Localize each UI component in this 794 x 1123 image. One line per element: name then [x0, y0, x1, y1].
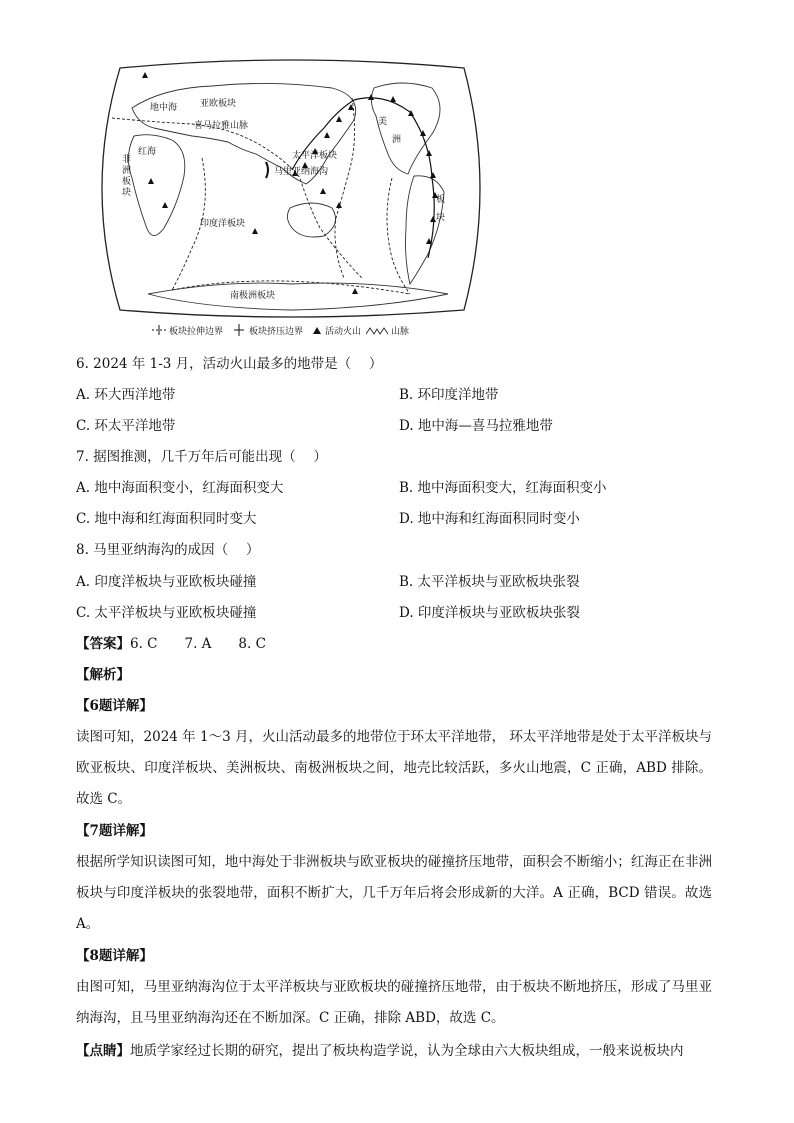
label-american-4: 块 [436, 213, 446, 223]
label-american-3: 板 [436, 195, 446, 205]
plate-boundary-1 [112, 118, 362, 278]
analysis-tag: 【解析】 [76, 667, 130, 683]
detail-6-text: 读图可知，2024 年 1～3 月，火山活动最多的地带位于环太平洋地带， 环太平洋地带是处于太平洋板块与欧亚板块、印度洋板块、美洲板块、南极洲板块之间，地壳比较活跃，多火山地震，C 正确，ABD 排除。故选 C。 [76, 729, 712, 807]
legend-mountain: 山脉 [391, 326, 410, 337]
label-african-plate: 非洲板块 [122, 155, 132, 198]
mariana-trench-mark [266, 162, 268, 178]
landmass-antarctica [148, 283, 448, 310]
label-indian-plate: 印度洋板块 [200, 219, 246, 229]
detail-6-tag: 【6题详解】 [76, 698, 153, 714]
question-8-stem: 8. 马里亚纳海沟的成因（ ） [76, 542, 260, 558]
label-american-1: 美 [378, 117, 388, 127]
question-6-option-b: B. 环印度洋地带 [399, 387, 499, 403]
tip-text: 地质学家经过长期的研究，提出了板块构造学说，认为全球由六大板块组成，一般来说板块内 [130, 1043, 684, 1059]
map-frame [102, 60, 480, 317]
legend-divergent: 板块拉伸边界 [169, 326, 224, 337]
landmass-africa [128, 135, 184, 236]
question-6-stem: 6. 2024 年 1-3 月，活动火山最多的地带是（ ） [76, 356, 383, 372]
question-6-option-d: D. 地中海—喜马拉雅地带 [399, 418, 553, 434]
volcano-icon [312, 325, 322, 335]
label-antarctic-plate: 南极洲板块 [230, 291, 276, 301]
detail-7-tag: 【7题详解】 [76, 823, 153, 839]
question-8-option-d: D. 印度洋板块与亚欧板块张裂 [399, 605, 580, 621]
question-8-option-c: C. 太平洋板块与亚欧板块碰撞 [76, 605, 257, 621]
label-mariana-trench: 马里亚纳海沟 [274, 167, 329, 177]
mountain-icon [366, 325, 388, 335]
label-mediterranean: 地中海 [150, 103, 178, 113]
question-6-option-a: A. 环大西洋地带 [76, 387, 176, 403]
detail-7-text: 根据所学知识读图可知，地中海处于非洲板块与欧亚板块的碰撞挤压地带，面积会不断缩小；红海正在非洲板块与印度洋板块的张裂地带，面积不断扩大，几千万年后将会形成新的大洋。A 正确，BCD 错误。故选 A。 [76, 854, 712, 932]
map-svg [92, 58, 488, 320]
legend-convergent: 板块挤压边界 [249, 326, 304, 337]
plate-boundary-5 [172, 281, 410, 294]
convergent-boundary-icon [232, 324, 246, 336]
divergent-boundary-icon [152, 324, 166, 336]
question-8-option-a: A. 印度洋板块与亚欧板块碰撞 [76, 574, 257, 590]
question-7-option-c: C. 地中海和红海面积同时变大 [76, 511, 257, 527]
question-7-option-d: D. 地中海和红海面积同时变小 [399, 511, 580, 527]
label-eurasian-plate: 亚欧板块 [200, 99, 237, 109]
tip-line [76, 1036, 712, 1067]
plate-boundary-4 [387, 178, 410, 294]
question-7-stem: 7. 据图推测，几千万年后可能出现（ ） [76, 449, 327, 465]
question-6-option-c: C. 环太平洋地带 [76, 418, 176, 434]
label-red-sea: 红海 [138, 147, 157, 157]
landmass-south-america [406, 176, 445, 284]
landmass-australia [287, 203, 335, 237]
plate-tectonics-map [92, 58, 488, 320]
question-7-option-b: B. 地中海面积变大，红海面积变小 [399, 480, 607, 496]
question-7-option-a: A. 地中海面积变小，红海面积变大 [76, 480, 284, 496]
answer-text: 6. C 7. A 8. C [130, 636, 266, 652]
answer-tag: 【答案】 [76, 636, 130, 652]
label-himalaya: 喜马拉雅山脉 [194, 121, 249, 131]
label-american-2: 洲 [392, 135, 402, 145]
question-8-option-b: B. 太平洋板块与亚欧板块张裂 [399, 574, 580, 590]
label-pacific-plate: 太平洋板块 [292, 151, 338, 161]
legend-volcano: 活动火山 [325, 326, 362, 337]
detail-8-tag: 【8题详解】 [76, 948, 153, 964]
detail-8-text: 由图可知，马里亚纳海沟位于太平洋板块与亚欧板块的碰撞挤压地带，由于板块不断地挤压，形成了马里亚纳海沟，且马里亚纳海沟还在不断加深。C 正确，排除 ABD，故选 C。 [76, 979, 712, 1026]
answer-line [76, 635, 266, 653]
tip-tag: 【点睛】 [76, 1043, 130, 1059]
map-legend [152, 323, 409, 337]
